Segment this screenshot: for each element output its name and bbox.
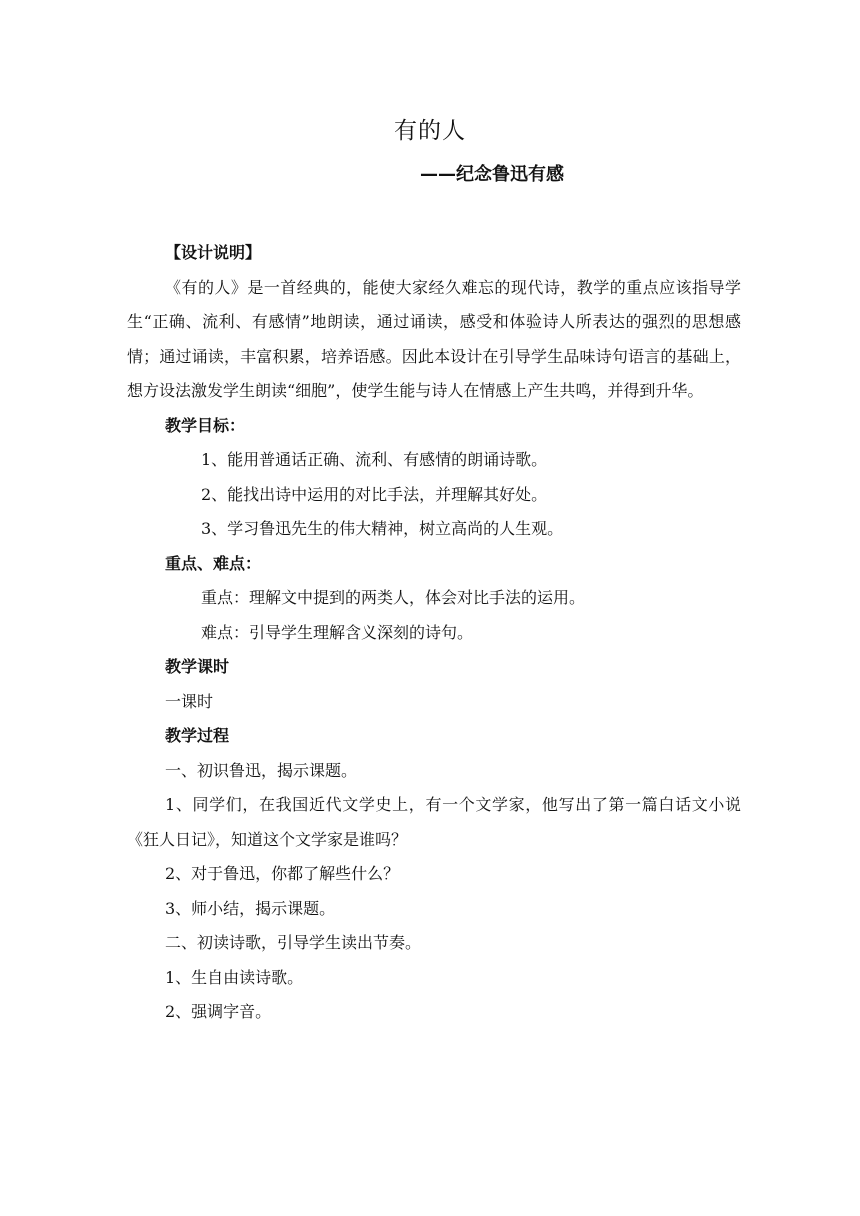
page-title: 有的人 bbox=[394, 118, 466, 144]
process-step: 二、初读诗歌，引导学生读出节奏。 bbox=[165, 933, 422, 952]
key-point-item: 重点：理解文中提到的两类人，体会对比手法的运用。 bbox=[201, 588, 586, 607]
process-heading: 教学过程 bbox=[165, 726, 230, 745]
design-heading: 【设计说明】 bbox=[165, 243, 262, 262]
process-step: 2、对于鲁迅，你都了解些什么？ bbox=[165, 864, 400, 883]
goal-item: 3、学习鲁迅先生的伟大精神，树立高尚的人生观。 bbox=[201, 519, 564, 538]
process-step: 2、强调字音。 bbox=[165, 1002, 272, 1021]
hours-heading: 教学课时 bbox=[165, 657, 230, 676]
process-step: 1、同学们，在我国近代文学史上，有一个文学家，他写出了第一篇白话文小说《狂人日记》，知道这个文学家是谁吗？ bbox=[127, 795, 741, 849]
document-body bbox=[127, 236, 741, 1030]
key-points-heading: 重点、难点： bbox=[165, 553, 262, 573]
goals-heading: 教学目标： bbox=[165, 415, 246, 435]
difficult-point-item: 难点：引导学生理解含义深刻的诗句。 bbox=[201, 622, 474, 642]
goal-item: 1、能用普通话正确、流利、有感情的朗诵诗歌。 bbox=[201, 450, 548, 469]
goal-item: 2、能找出诗中运用的对比手法，并理解其好处。 bbox=[201, 484, 548, 504]
process-step: 1、生自由读诗歌。 bbox=[165, 967, 304, 987]
design-paragraph: 《有的人》是一首经典的，能使大家经久难忘的现代诗，教学的重点应该指导学生“正确、流利、有感情”地朗读，通过诵读，感受和体验诗人所表达的强烈的思想感情；通过诵读，丰富积累，培养语感。因此本设计在引导学生品味诗句语言的基础上，想方设法激发学生朗读“细胞”，使学生能与诗人在情感上产生共鸣，并得到升华。 bbox=[127, 277, 741, 400]
page-subtitle: ——纪念鲁迅有感 bbox=[420, 164, 564, 185]
process-step: 一、初识鲁迅，揭示课题。 bbox=[165, 760, 358, 780]
process-step: 3、师小结，揭示课题。 bbox=[165, 898, 336, 918]
hours-text: 一课时 bbox=[165, 691, 214, 711]
